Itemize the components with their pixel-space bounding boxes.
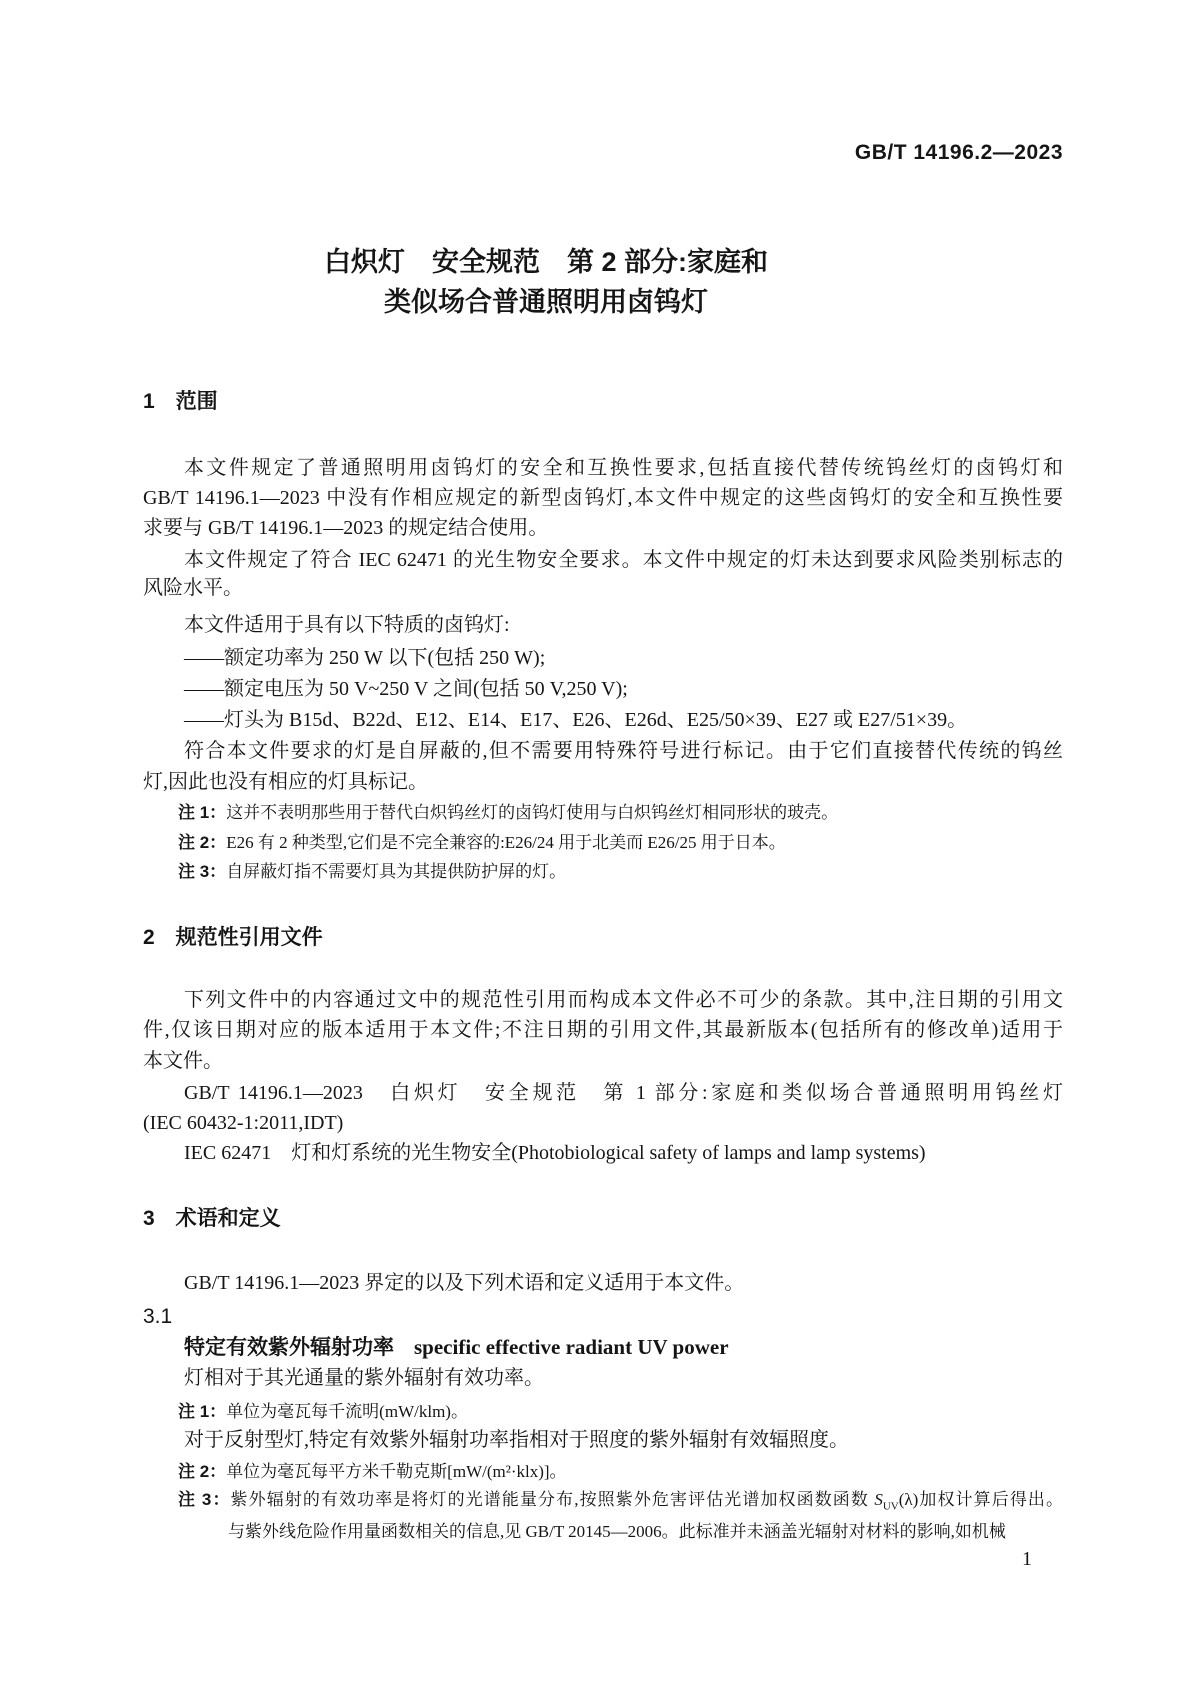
s3-note-1-label: 注 1： (178, 1402, 227, 1421)
s2-para1-line3: 本文件。 (143, 1050, 223, 1072)
s1-note-2-text: E26 有 2 种类型,它们是不完全兼容的:E26/24 用于北美而 E26/25 用于日本。 (226, 833, 786, 852)
s3-note-3-text-b: (λ)加权计算后得出。 (898, 1490, 1063, 1509)
s1-note-3-text: 自屏蔽灯指不需要灯具为其提供防护屏的灯。 (226, 862, 567, 881)
s1-para2-line1: 本文件规定了符合 IEC 62471 的光生物安全要求。本文件中规定的灯未达到要求风险类别标志的 (184, 549, 1063, 571)
s1-para3: 本文件适用于具有以下特质的卤钨灯: (184, 614, 510, 636)
term-number: 3.1 (143, 1305, 173, 1328)
doc-title-line-1: 白炽灯 安全规范 第 2 部分:家庭和 (323, 247, 768, 277)
uv-subscript: UV (882, 1500, 899, 1513)
s3-note-3-text-a: 紫外辐射的有效功率是将灯的光谱能量分布,按照紫外危害评估光谱加权函数函数 (230, 1490, 875, 1509)
s1-list-item-1: ——额定功率为 250 W 以下(包括 250 W); (184, 647, 546, 669)
s1-note-3 (178, 857, 1063, 887)
s1-para4-line2: 灯,因此也没有相应的灯具标记。 (143, 771, 428, 793)
s1-para1-line2: GB/T 14196.1—2023 中没有作相应规定的新型卤钨灯,本文件中规定的这些卤钨灯的安全和互换性要 (143, 487, 1063, 509)
s3-note-2 (178, 1457, 1063, 1487)
s1-note-1-label: 注 1： (178, 803, 227, 822)
s3-note-3-line2: 与紫外线危险作用量函数相关的信息,见 GB/T 20145—2006。此标准并未涵盖光辐射对材料的影响,如机械 (228, 1522, 1006, 1541)
s1-list-item-2: ——额定电压为 50 V~250 V 之间(包括 50 V,250 V); (184, 678, 628, 700)
section-2-heading: 2 规范性引用文件 (143, 926, 323, 949)
s1-para2-line2: 风险水平。 (143, 577, 243, 599)
s2-reference-2: IEC 62471 灯和灯系统的光生物安全(Photobiological safety of lamps and lamp systems) (184, 1142, 926, 1164)
doc-title-line-2: 类似场合普通照明用卤钨灯 (384, 287, 708, 317)
s1-note-3-label: 注 3： (178, 862, 227, 881)
page-number: 1 (1022, 1548, 1032, 1570)
uv-weighting-symbol: S (874, 1490, 883, 1509)
s3-note-2-text: 单位为毫瓦每平方米千勒克斯[mW/(m²·klx)]。 (226, 1462, 567, 1481)
s1-para1-line1: 本文件规定了普通照明用卤钨灯的安全和互换性要求,包括直接代替传统钨丝灯的卤钨灯和 (184, 457, 1063, 479)
s1-para4-line1: 符合本文件要求的灯是自屏蔽的,但不需要用特殊符号进行标记。由于它们直接替代传统的钨丝 (184, 740, 1063, 762)
term-name-en: specific effective radiant UV power (414, 1335, 729, 1359)
s2-para1-line1: 下列文件中的内容通过文中的规范性引用而构成本文件必不可少的条款。其中,注日期的引用文 (184, 989, 1063, 1011)
s3-note-3-line1 (178, 1485, 1063, 1521)
s1-para1-line3: 求要与 GB/T 14196.1—2023 的规定结合使用。 (143, 517, 549, 539)
s1-note-2-label: 注 2： (178, 833, 227, 852)
document-code: GB/T 14196.2—2023 (854, 141, 1063, 164)
s1-note-1 (178, 798, 1063, 828)
s2-reference-1-line2: (IEC 60432-1:2011,IDT) (143, 1112, 344, 1134)
section-1-heading: 1 范围 (143, 390, 218, 413)
term-heading (184, 1332, 1063, 1363)
s3-note-2-label: 注 2： (178, 1462, 227, 1481)
s3-note-3-label: 注 3： (178, 1490, 231, 1509)
s2-para1-line2: 件,仅该日期对应的版本适用于本文件;不注日期的引用文件,其最新版本(包括所有的修改单)适用于 (143, 1019, 1063, 1041)
s3-para-reflector: 对于反射型灯,特定有效紫外辐射功率指相对于照度的紫外辐射有效辐照度。 (184, 1429, 849, 1451)
s3-note-1-text: 单位为毫瓦每千流明(mW/klm)。 (226, 1402, 468, 1421)
s3-para1: GB/T 14196.1—2023 界定的以及下列术语和定义适用于本文件。 (184, 1272, 745, 1294)
s3-note-1 (178, 1397, 1063, 1427)
s2-reference-1-line1: GB/T 14196.1—2023 白炽灯 安全规范 第 1 部分:家庭和类似场合普通照明用钨丝灯 (184, 1082, 1063, 1104)
s1-note-2 (178, 828, 1063, 858)
term-definition: 灯相对于其光通量的紫外辐射有效功率。 (184, 1367, 544, 1389)
s1-note-1-text: 这并不表明那些用于替代白炽钨丝灯的卤钨灯使用与白炽钨丝灯相同形状的玻壳。 (226, 803, 839, 822)
section-3-heading: 3 术语和定义 (143, 1207, 281, 1230)
s1-list-item-3: ——灯头为 B15d、B22d、E12、E14、E17、E26、E26d、E25/50×39、E27 或 E27/51×39。 (184, 709, 968, 731)
term-name-zh: 特定有效紫外辐射功率 (184, 1336, 394, 1359)
